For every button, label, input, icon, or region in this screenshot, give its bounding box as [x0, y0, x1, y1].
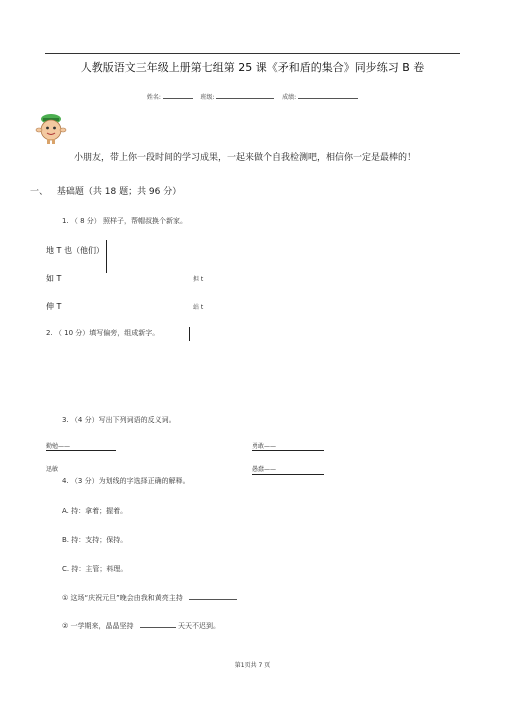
option-b: B. 持：支持；保持。: [62, 536, 128, 544]
question-1-example: 地 T 也（他们）: [46, 246, 104, 255]
class-label: 班级:: [200, 94, 215, 101]
class-blank[interactable]: [216, 92, 274, 99]
sentence-1-text: ① 这场“庆祝元旦”晚会由我和黄亮主持: [62, 594, 183, 602]
question-1-item: 站 t: [193, 304, 204, 311]
answer-line: [46, 450, 116, 451]
answer-line: [252, 450, 324, 451]
section-number: 一、: [30, 187, 49, 197]
antonym-item: 勤勉——: [46, 443, 71, 450]
antonym-item: 愚蠢——: [252, 466, 277, 473]
student-info-line: [0, 92, 505, 101]
answer-blank[interactable]: [140, 621, 176, 628]
answer-blank[interactable]: [189, 593, 237, 600]
score-label: 成绩:: [282, 94, 297, 101]
answer-line: [189, 327, 190, 341]
sentence-2: [62, 621, 220, 631]
question-3-prompt: 3. （4 分）写出下列词语的反义词。: [62, 416, 176, 424]
name-label: 姓名:: [146, 94, 161, 101]
question-1-item: 伸 T: [46, 302, 62, 311]
question-2-prompt: 2. （ 10 分）填写偏旁，组成新字。: [46, 329, 160, 337]
top-rule: [45, 53, 460, 54]
page-footer: 第1页共 7 页: [234, 662, 271, 669]
antonym-item: 迅敏: [46, 466, 59, 473]
sentence-2-tail: 天天不迟到。: [177, 622, 220, 630]
answer-line: [252, 474, 324, 475]
option-c: C. 持：主管；料理。: [62, 565, 128, 573]
question-1-item: 担 t: [193, 276, 204, 283]
name-blank[interactable]: [163, 92, 193, 99]
mascot-icon: [33, 110, 69, 146]
question-4-prompt: 4. （3 分）为划线的字选择正确的解释。: [62, 477, 190, 485]
sentence-1: [62, 593, 237, 603]
option-a: A. 持：拿着；握着。: [62, 507, 128, 515]
antonym-item: 勇敢——: [252, 443, 277, 450]
answer-line: [106, 240, 107, 273]
question-1-prompt: 1. （ 8 分） 照样子，帮帽叔换个新家。: [62, 217, 188, 225]
sentence-2-text: ② 一学期来，晶晶坚持: [62, 622, 134, 630]
question-1-item: 如 T: [46, 274, 62, 283]
section-heading: [30, 184, 181, 197]
section-label: 基础题（共 18 题；共 96 分）: [56, 187, 182, 197]
page-title: 人教版语文三年级上册第七组第 25 课《矛和盾的集合》同步练习 B 卷: [80, 61, 425, 74]
intro-text: 小朋友，带上你一段时间的学习成果，一起来做个自我检测吧，相信你一定是最棒的！: [74, 153, 417, 163]
score-blank[interactable]: [298, 92, 358, 99]
